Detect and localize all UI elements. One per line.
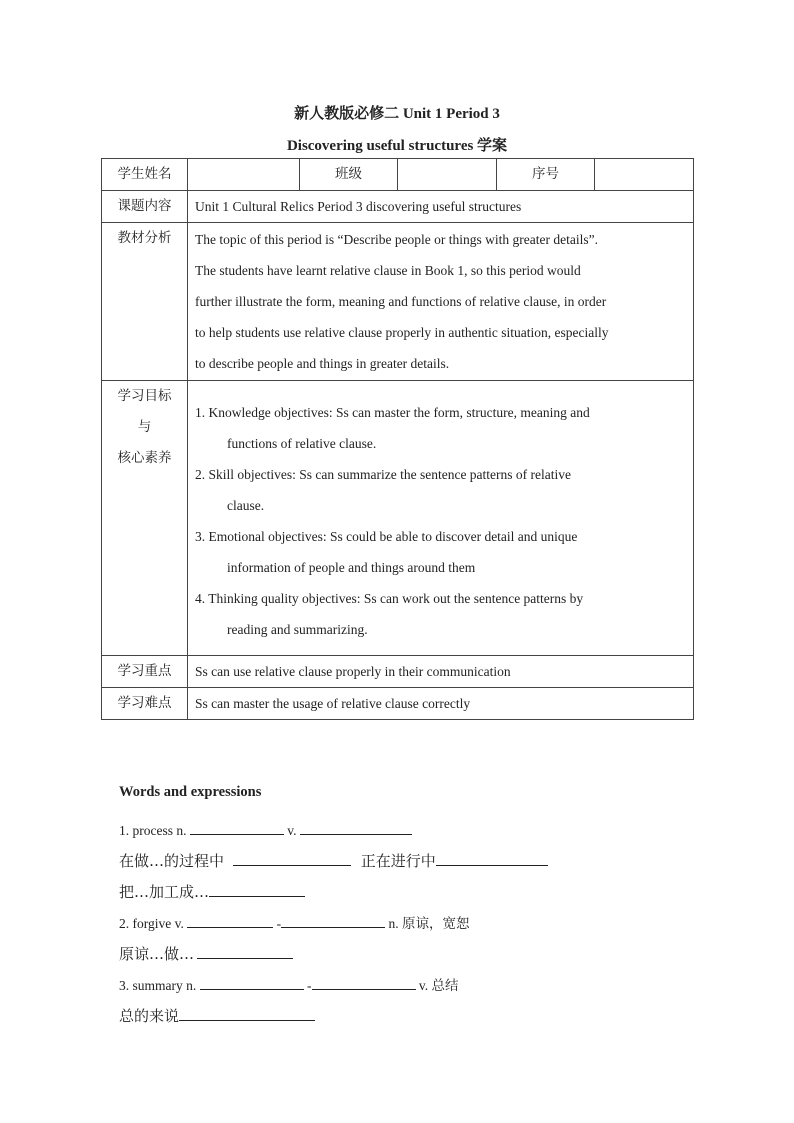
analysis-line: The students have learnt relative clause in Book 1, so this period would [195,263,581,278]
answer-blank[interactable] [233,851,351,866]
word-line [119,939,719,970]
answer-blank[interactable] [209,882,305,897]
answer-blank[interactable] [312,975,416,990]
objective-text-cont: functions of relative clause. [227,436,377,451]
analysis-line: to describe people and things in greater details. [195,356,450,371]
analysis-line: The topic of this period is “Describe people or things with greater details”. [195,232,599,247]
word-prompt: 原谅…做… [119,945,195,963]
objectives-label-line: 学习目标 [117,388,172,404]
answer-blank[interactable] [300,820,412,835]
analysis-label [102,223,188,381]
word-line [119,815,719,846]
word-prompt: 2. forgive v. [119,916,184,931]
word-prompt: v. 总结 [418,978,459,993]
objectives-label-line: 核心素养 [117,450,172,466]
student-name-field[interactable] [188,159,300,191]
word-line [119,1001,719,1032]
word-line [119,877,719,908]
objective-text-cont: clause. [227,498,265,513]
objectives-label [102,381,188,656]
words-section [119,784,719,1032]
list-item [195,397,685,459]
table-row [102,381,694,656]
key-point-content: Ss can use relative clause properly in their communication [188,656,694,688]
page-subtitle: Discovering useful structures 学案 [286,138,508,154]
table-row [102,223,694,381]
difficult-point-label: 学习难点 [102,688,188,720]
objective-text-cont: reading and summarizing. [227,622,368,637]
answer-blank[interactable] [200,975,304,990]
word-prompt: n. 原谅，宽恕 [388,916,470,931]
answer-blank[interactable] [179,1006,315,1021]
class-field[interactable] [398,159,497,191]
word-prompt: 总的来说 [119,1007,180,1025]
class-label: 班级 [300,159,398,191]
answer-blank[interactable] [281,913,385,928]
words-heading: Words and expressions [119,784,262,800]
analysis-line: to help students use relative clause properly in authentic situation, especially [195,325,609,340]
topic-label: 课题内容 [102,191,188,223]
objective-text: 3. Emotional objectives: Ss could be able to discover detail and unique [195,529,578,544]
answer-blank[interactable] [190,820,284,835]
page-title: 新人教版必修二 Unit 1 Period 3 [294,106,500,122]
objective-text: 4. Thinking quality objectives: Ss can work out the sentence patterns by [195,591,584,606]
table-row [102,656,694,688]
list-item [195,459,685,521]
list-item [195,583,685,645]
word-prompt: - [276,916,282,931]
lesson-plan-table [101,158,694,720]
list-item [195,521,685,583]
word-prompt: 1. process n. [119,823,187,838]
objective-text: 1. Knowledge objectives: Ss can master the form, structure, meaning and [195,405,590,420]
difficult-point-content: Ss can master the usage of relative clause correctly [188,688,694,720]
word-prompt: 3. summary n. [119,978,197,993]
word-line [119,970,719,1001]
analysis-label-text: 教材分析 [117,230,172,246]
objectives-content [188,381,694,656]
analysis-line: further illustrate the form, meaning and functions of relative clause, in order [195,294,607,309]
topic-content: Unit 1 Cultural Relics Period 3 discovering useful structures [188,191,694,223]
word-line [119,908,719,939]
objectives-label-line: 与 [137,419,152,435]
answer-blank[interactable] [197,944,293,959]
table-row [102,191,694,223]
word-prompt: 在做…的过程中 [119,852,225,870]
word-prompt: - [307,978,312,993]
answer-blank[interactable] [436,851,548,866]
objective-text: 2. Skill objectives: Ss can summarize the sentence patterns of relative [195,467,572,482]
answer-blank[interactable] [187,913,273,928]
word-prompt: v. [287,823,297,838]
word-prompt: 正在进行中 [360,852,436,870]
table-row [102,688,694,720]
table-row [102,159,694,191]
objectives-list [188,381,693,649]
analysis-content [188,223,694,381]
key-point-label: 学习重点 [102,656,188,688]
word-prompt: 把…加工成… [119,883,210,901]
objective-text-cont: information of people and things around them [227,560,476,575]
number-label: 序号 [497,159,595,191]
word-line [119,846,719,877]
student-name-label: 学生姓名 [102,159,188,191]
number-field[interactable] [595,159,694,191]
